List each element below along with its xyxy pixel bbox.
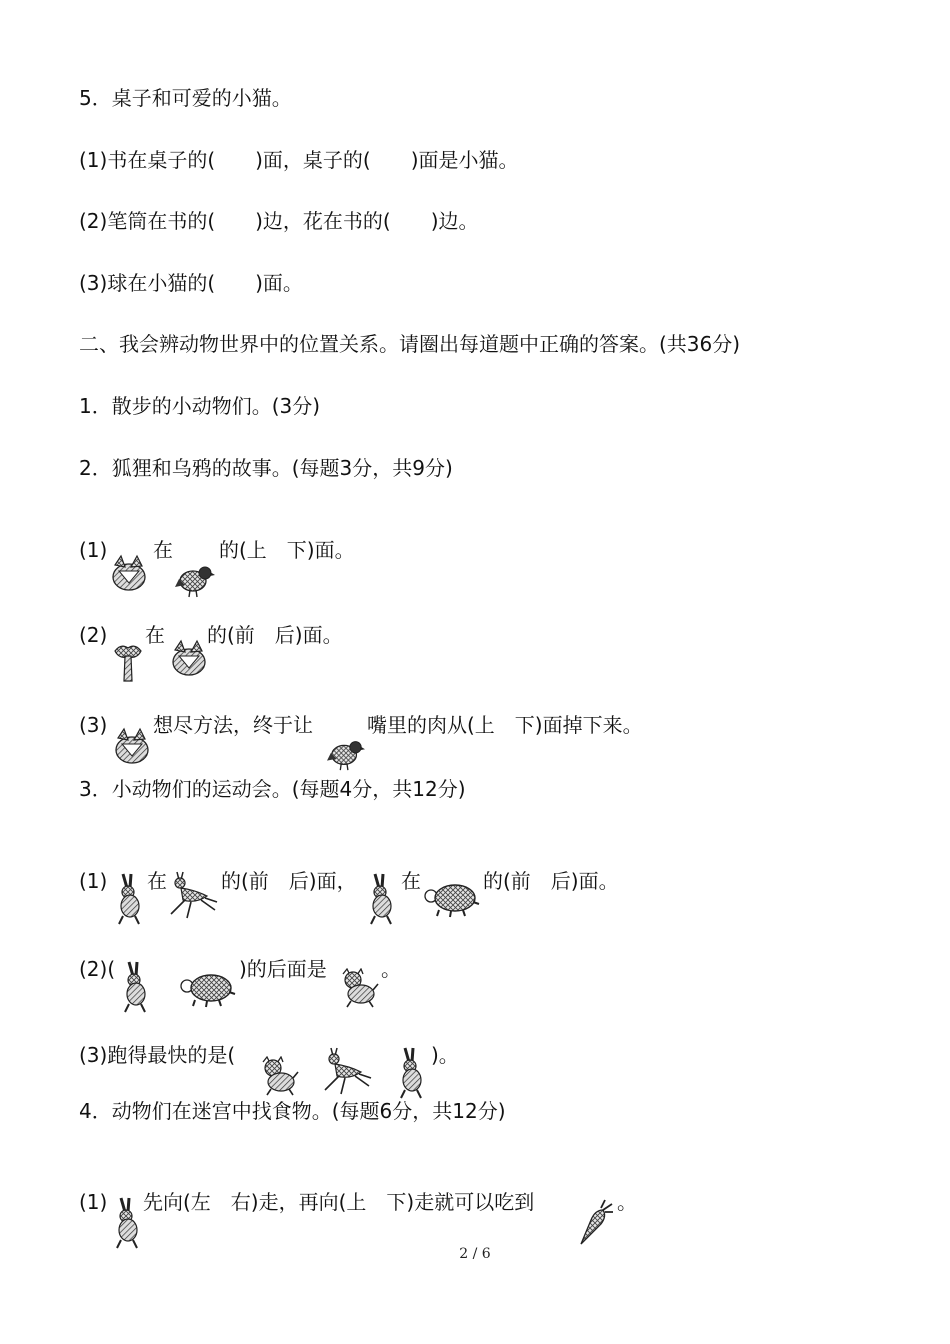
- q5-part1: (1)书在桌子的( )面，桌子的( )面是小猫。: [79, 148, 519, 172]
- s2q1-title: 1．散步的小动物们。(3分): [79, 394, 321, 418]
- part-text-end: 。: [381, 957, 401, 981]
- part-number: (1): [79, 538, 108, 562]
- part-text: 在: [145, 623, 165, 647]
- s2q3-part3: [79, 996, 879, 1076]
- part-text: 在: [153, 538, 173, 562]
- q5-part3: (3)球在小猫的( )面。: [79, 271, 303, 295]
- rabbit-icon: [395, 998, 429, 1148]
- part-number: (2): [79, 623, 108, 647]
- s2q3-part2: [79, 910, 879, 990]
- rabbit-icon: [111, 1148, 145, 1298]
- part-number: (3): [79, 713, 108, 737]
- s2q4-title: 4．动物们在迷宫中找食物。(每题6分，共12分): [79, 1099, 506, 1123]
- part-text-end: 。: [617, 1190, 637, 1214]
- part-number: (1): [79, 869, 108, 893]
- part-text-end: )。: [431, 1043, 459, 1067]
- s2q3-title: 3．小动物们的运动会。(每题4分，共12分): [79, 777, 466, 801]
- part-text-start: (3)跑得最快的是(: [79, 1043, 236, 1067]
- part-text: 在: [401, 869, 421, 893]
- part-text: )的后面是: [239, 957, 327, 981]
- part-text: 的(前 后)面，: [221, 869, 357, 893]
- q5-part2: (2)笔筒在书的( )边，花在书的( )边。: [79, 209, 479, 233]
- section2-title: 二、我会辨动物世界中的位置关系。请圈出每道题中正确的答案。(共36分): [79, 332, 741, 356]
- part-text-start: (2)(: [79, 957, 116, 981]
- part-number: (1): [79, 1190, 108, 1214]
- s2q4-part1: [79, 1146, 879, 1226]
- s2q3-part1: [79, 822, 879, 902]
- part-text-end: 的(前 后)面。: [483, 869, 619, 893]
- part-text: 先向(左 右)走，再向(上 下)走就可以吃到: [143, 1190, 535, 1214]
- part-text-end: 嘴里的肉从(上 下)面掉下来。: [367, 713, 643, 737]
- s2q2-part1: [79, 505, 879, 585]
- part-text-end: 的(前 后)面。: [207, 623, 343, 647]
- s2q2-part3: [79, 678, 879, 758]
- q5-title: 5．桌子和可爱的小猫。: [79, 86, 292, 110]
- part-text-end: 的(上 下)面。: [219, 538, 355, 562]
- carrot-icon: [575, 1150, 615, 1294]
- page-number: 2 / 6: [459, 1246, 491, 1262]
- cat-icon: [257, 1008, 299, 1144]
- part-text: 在: [147, 869, 167, 893]
- part-text: 想尽方法，终于让: [153, 713, 313, 737]
- s2q2-title: 2．狐狸和乌鸦的故事。(每题3分，共9分): [79, 456, 453, 480]
- s2q2-part2: [79, 590, 879, 670]
